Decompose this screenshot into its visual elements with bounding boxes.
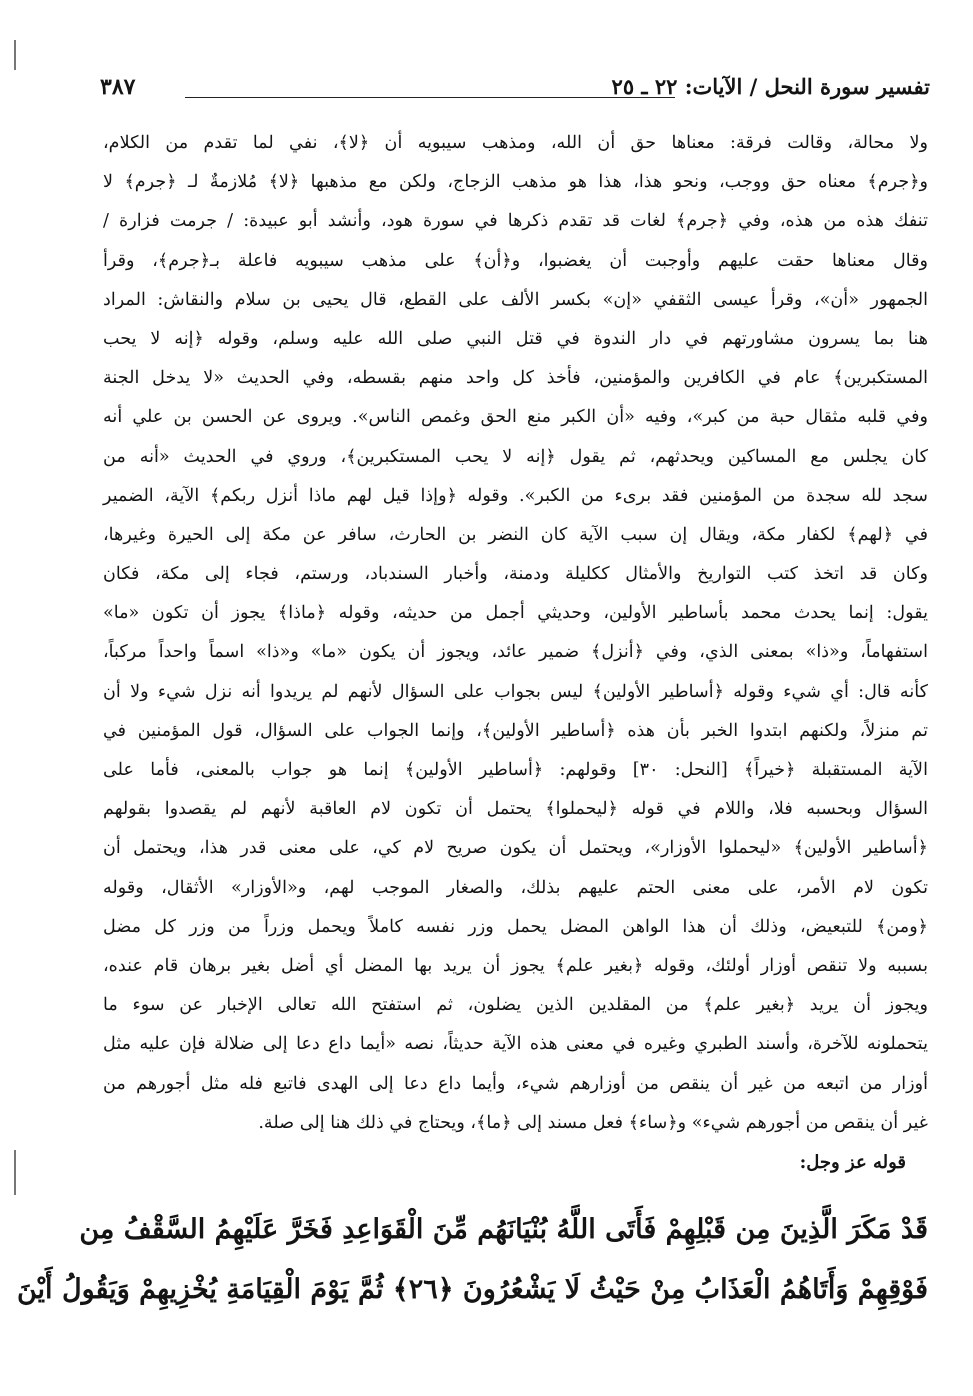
text-line: ﴿أساطير الأولين﴾ «ليحملوا الأوزار»، ويحتمل أن يكون صريح لام كي، على معنى قدر هذا، ويحتمل أن — [103, 838, 928, 859]
text-line: تنفك هذه من هذه، وفي ﴿جرم﴾ لغات قد تقدم ذكرها في سورة هود، وأنشد أبو عبيدة: / جرمت فزارة / — [103, 211, 928, 232]
running-title: تفسير سورة النحل / الآيات: ٢٢ ـ ٢٥ — [611, 74, 930, 99]
page-header — [100, 70, 930, 110]
text-line: الآية المستقبلة ﴿خيراً﴾ [النحل: ٣٠] وقولهم: ﴿أساطير الأولين﴾ إنما هو جواب بالمعنى، فأما على — [103, 760, 928, 780]
text-line: كأنه قال: أي شيء وقوله ﴿أساطير الأولين﴾ ليس بجواب على السؤال لأنهم لم يريدوا أنه نزل شيء ولا أن — [103, 681, 928, 702]
text-line: تكون لام الأمر، على معنى الحتم عليهم بذلك، والصغار الموجب لهم، و«الأوزار» الأثقال، وقوله — [103, 877, 928, 898]
text-line: يقول: إنما يحدث محمد بأساطير الأولين، وحديثي أجمل من حديثه، وقوله ﴿ماذا﴾ يجوز أن تكون «ما» — [103, 603, 928, 624]
text-line: يتحملونه للآخرة، وأسند الطبري وغيره في معنى هذه الآية حديثاً، نصه «أيما داع دعا إلى ضلالة فإن عليه مثل — [103, 1034, 928, 1055]
text-line: بسببه ولا تنقص أوزار أولئك، وقوله ﴿بغير علم﴾ يجوز أن يريد بها المضل أي أضل بغير برهان قام عنده، — [103, 955, 928, 976]
text-line: في ﴿لهم﴾ لكفار مكة، ويقال إن سبب الآية كان النضر بن الحارث، سافر عن مكة إلى الحيرة وغيرها، — [103, 524, 928, 545]
scan-edge-mark — [14, 40, 16, 70]
text-line: كان يجلس مع المساكين ويحدثهم، ثم يقول ﴿إنه لا يحب المستكبرين﴾، وروي في الحديث «أنه من — [103, 446, 928, 467]
verse-introduction: قوله عز وجل: — [799, 1151, 906, 1173]
text-line: السؤال وبحسبه فلا، واللام في قوله ﴿ليحملوا﴾ يحتمل أن تكون لام العاقبة لأنهم لم يقصدوا بقولهم — [103, 799, 928, 820]
text-line: وفي قلبه مثقال حبة من كبر»، وفيه «أن الكبر منع الحق وغمص الناس». ويروى عن الحسن بن علي أنه — [103, 407, 928, 428]
scan-edge-mark — [14, 1150, 16, 1195]
header-rule — [185, 97, 675, 98]
text-line: المستكبرين﴾ عام في الكافرين والمؤمنين، فأخذ كل واحد منهم بقسطه، وفي الحديث «لا يدخل الجنة — [103, 368, 928, 389]
text-line: و﴿جرم﴾ معناه حق ووجب، ونحو هذا، هذا هو مذهب الزجاج، ولكن مع مذهبها ﴿لا﴾ مُلازمةٌ لـ ﴿جرم﴾ لا — [103, 172, 928, 193]
page-number: ٣٨٧ — [100, 74, 136, 100]
text-line: استفهاماً، و«ذا» بمعنى الذي، وفي ﴿أنزل﴾ ضمير عائد، ويجوز أن يكون «ما» و«ذا» اسماً واحداً مركباً، — [103, 642, 928, 663]
text-line: ويجوز أن يريد ﴿بغير علم﴾ من المقلدين الذين يضلون، ثم استفتح الله تعالى الإخبار عن سوء ما — [103, 995, 928, 1016]
text-line: وقال معناها حقت عليهم وأوجبت أن يغضبوا، و﴿أن﴾ على مذهب سيبويه فاعلة بـ﴿جرم﴾، وقرأ — [103, 250, 928, 271]
text-line: ﴿ومن﴾ للتبعيض، وذلك أن هذا الواهن المضل يحمل وزر نفسه كاملاً ويحمل وزراً من وزر كل مضل — [103, 916, 928, 937]
text-line: الجمهور «أن»، وقرأ عيسى الثقفي «إن» بكسر الألف على القطع، قال يحيى بن سلام والنقاش: المراد — [103, 289, 928, 310]
verse-line: قَدْ مَكَرَ الَّذِينَ مِن قَبْلِهِمْ فَأَتَى اللَّهُ بُنْيَانَهُم مِّنَ الْقَوَاعِدِ فَخَرَّ عَلَيْهِمُ السَّقْفُ مِن — [79, 1214, 928, 1245]
commentary-text — [103, 124, 928, 1183]
text-line: ولا محالة، وقالت فرقة: معناها حق أن الله، ومذهب سيبويه أن ﴿لا﴾، نفي لما تقدم من الكلام، — [103, 133, 928, 153]
text-line: هنا بما يسرون مشاورتهم في دار الندوة في قتل النبي صلى الله عليه وسلم، وقوله ﴿إنه لا يحب — [103, 328, 928, 349]
text-line: أوزار من اتبعه من غير أن ينقص من أوزارهم شيء، وأيما داع دعا إلى الهدى فاتبع فله مثل أجورهم من — [103, 1073, 928, 1094]
text-line: غير أن ينقص من أجورهم شيء» و﴿ساء﴾ فعل مسند إلى ﴿ما﴾، ويحتاج في ذلك هنا إلى صلة. — [258, 1112, 928, 1133]
text-line: وكان قد اتخذ كتب التواريخ والأمثال ككليلة ودمنة، وأخبار السندباد، ورستم، فجاء إلى مكة، فكان — [103, 564, 928, 585]
text-line: تم منزلاً، ولكنهم ابتدوا الخبر بأن هذه ﴿أساطير الأولين﴾، وإنما الجواب على السؤال، قول المؤمنين في — [103, 720, 928, 741]
text-line: سجد لله سجدة من المؤمنين فقد برىء من الكبر». وقوله ﴿وإذا قيل لهم ماذا أنزل ربكم﴾ الآية، الضمير — [103, 485, 928, 506]
quran-verse — [16, 1200, 928, 1320]
verse-line: فَوْقِهِمْ وَأَتَاهُمُ الْعَذَابُ مِنْ حَيْثُ لَا يَشْعُرُونَ ﴿٢٦﴾ ثُمَّ يَوْمَ الْقِيَامَةِ يُخْزِيهِمْ وَيَقُولُ أَيْنَ — [16, 1274, 928, 1305]
